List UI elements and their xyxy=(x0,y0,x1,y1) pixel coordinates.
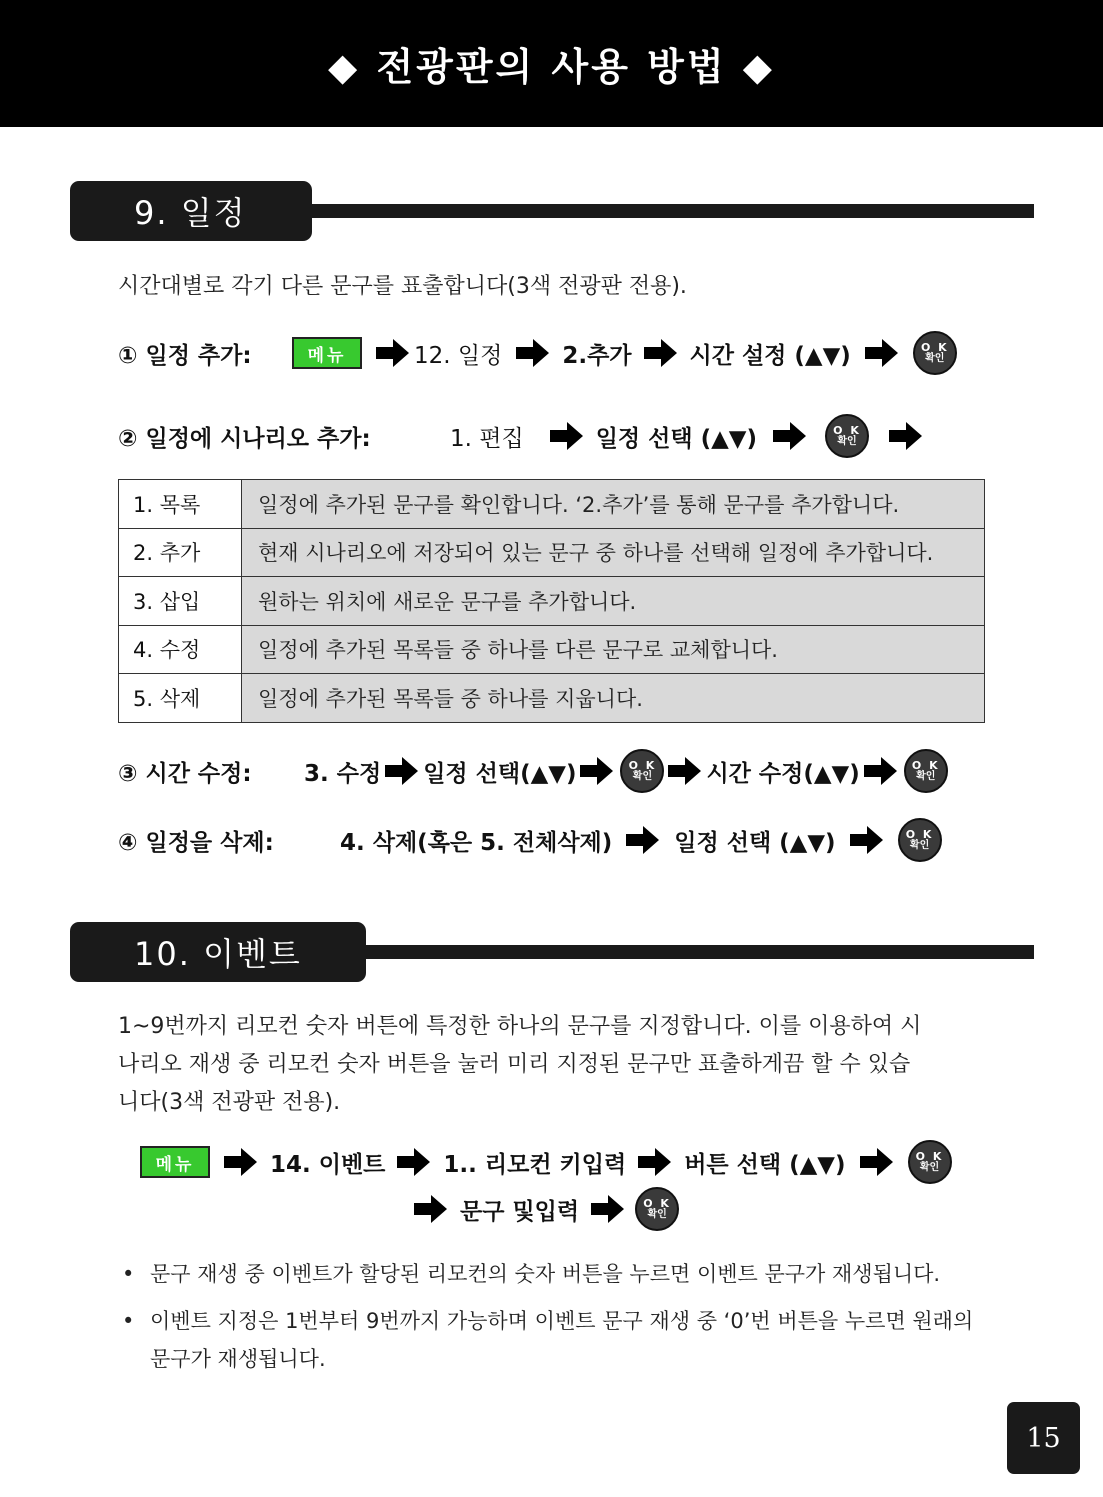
arrow-right-icon xyxy=(850,825,884,855)
menu-button: 메뉴 xyxy=(140,1146,210,1178)
step-1-menu-item: 12. 일정 xyxy=(414,342,503,369)
section-9-intro: 시간대별로 각기 다른 문구를 표출합니다(3색 전광판 전용). xyxy=(118,274,687,299)
page-header-title: ◆ 전광판의 사용 방법 ◆ xyxy=(327,45,776,89)
arrow-right-icon xyxy=(550,421,584,451)
arrow-right-icon xyxy=(644,338,678,368)
step-4-row xyxy=(118,817,942,863)
arrow-right-icon xyxy=(397,1147,431,1177)
ok-confirm-button-icon: O K 확인 xyxy=(913,331,957,375)
arrow-right-icon xyxy=(860,1147,894,1177)
section-9-rule xyxy=(312,204,1034,218)
table-row xyxy=(119,674,985,723)
bullet-line: 이벤트 지정은 1번부터 9번까지 가능하며 이벤트 문구 재생 중 ‘0’번 버튼을 누르면 원래의 xyxy=(150,1309,974,1333)
option-desc: 일정에 추가된 목록들 중 하나를 다른 문구로 교체합니다. xyxy=(242,625,985,674)
step-2-label: ② 일정에 시나리오 추가: xyxy=(118,425,371,452)
event-phrase-input: 문구 및입력 xyxy=(460,1198,580,1225)
arrow-right-icon xyxy=(864,756,898,786)
option-desc: 원하는 위치에 새로운 문구를 추가합니다. xyxy=(242,577,985,626)
option-key: 5. 삭제 xyxy=(119,674,242,723)
arrow-right-icon xyxy=(591,1194,625,1224)
table-row xyxy=(119,625,985,674)
arrow-right-icon xyxy=(865,338,899,368)
bullet-item xyxy=(122,1255,992,1293)
step-4-label: ④ 일정을 삭제: xyxy=(118,829,274,856)
arrow-right-icon xyxy=(224,1147,258,1177)
intro-line: 1~9번까지 리모컨 숫자 버튼에 특정한 하나의 문구를 지정합니다. 이를 이용하여 시 xyxy=(118,1014,922,1039)
arrow-right-icon xyxy=(773,421,807,451)
bullet-item xyxy=(122,1302,992,1378)
event-button-select: 버튼 선택 (▲▼) xyxy=(684,1151,846,1178)
arrow-right-icon xyxy=(638,1147,672,1177)
section-9-title: 9. 일정 xyxy=(70,181,312,241)
ok-confirm-button-icon: O K 확인 xyxy=(635,1187,679,1231)
option-desc: 현재 시나리오에 저장되어 있는 문구 중 하나를 선택해 일정에 추가합니다. xyxy=(242,528,985,577)
table-row xyxy=(119,480,985,529)
event-menu-item: 14. 이벤트 xyxy=(270,1151,386,1178)
option-key: 4. 수정 xyxy=(119,625,242,674)
step-3-edit: 3. 수정 xyxy=(304,760,382,787)
intro-line: 니다(3색 전광판 전용). xyxy=(118,1090,341,1115)
section-10-rule xyxy=(366,945,1034,959)
step-3-select-schedule: 일정 선택(▲▼) xyxy=(423,760,577,787)
ok-confirm-button-icon: O K 확인 xyxy=(825,414,869,458)
arrow-right-icon xyxy=(414,1194,448,1224)
bullet-line: 문구가 재생됩니다. xyxy=(150,1347,326,1371)
section-10-title: 10. 이벤트 xyxy=(70,922,366,982)
step-2-select-schedule: 일정 선택 (▲▼) xyxy=(595,425,757,452)
step-1-add-item: 2.추가 xyxy=(562,342,632,369)
step-1-row xyxy=(118,330,957,376)
option-key: 1. 목록 xyxy=(119,480,242,529)
option-desc: 일정에 추가된 문구를 확인합니다. ‘2.추가’를 통해 문구를 추가합니다. xyxy=(242,480,985,529)
intro-line: 나리오 재생 중 리모컨 숫자 버튼을 눌러 미리 지정된 문구만 표출하게끔 할 수 있습 xyxy=(118,1052,911,1077)
step-3-row xyxy=(118,748,948,794)
page-number: 15 xyxy=(1007,1402,1080,1474)
arrow-right-icon xyxy=(376,338,410,368)
page-header-banner xyxy=(0,0,1103,127)
step-1-time-setting: 시간 설정 (▲▼) xyxy=(689,342,851,369)
menu-button: 메뉴 xyxy=(292,337,362,369)
ok-confirm-button-icon: O K 확인 xyxy=(898,818,942,862)
ok-confirm-button-icon: O K 확인 xyxy=(620,749,664,793)
step-2-row xyxy=(118,413,923,459)
arrow-right-icon xyxy=(889,421,923,451)
table-row xyxy=(119,577,985,626)
arrow-right-icon xyxy=(626,825,660,855)
step-4-select-schedule: 일정 선택 (▲▼) xyxy=(674,829,836,856)
ok-confirm-button-icon: O K 확인 xyxy=(908,1140,952,1184)
step-1-label: ① 일정 추가: xyxy=(118,342,252,369)
arrow-right-icon xyxy=(580,756,614,786)
option-desc: 일정에 추가된 목록들 중 하나를 지웁니다. xyxy=(242,674,985,723)
event-flow-row-1 xyxy=(140,1139,952,1185)
schedule-options-table xyxy=(118,479,985,723)
event-flow-row-2 xyxy=(414,1186,679,1232)
arrow-right-icon xyxy=(385,756,419,786)
bullet-line: 문구 재생 중 이벤트가 할당된 리모컨의 숫자 버튼을 누르면 이벤트 문구가 재생됩니다. xyxy=(150,1262,941,1286)
step-3-label: ③ 시간 수정: xyxy=(118,760,252,787)
table-row xyxy=(119,528,985,577)
option-key: 3. 삽입 xyxy=(119,577,242,626)
bullet-dot-icon: • xyxy=(122,1309,135,1333)
arrow-right-icon xyxy=(516,338,550,368)
ok-confirm-button-icon: O K 확인 xyxy=(904,749,948,793)
step-4-delete: 4. 삭제(혹은 5. 전체삭제) xyxy=(340,829,613,856)
step-3-time-edit: 시간 수정(▲▼) xyxy=(706,760,860,787)
section-10-intro xyxy=(118,1008,988,1122)
arrow-right-icon xyxy=(668,756,702,786)
step-2-edit: 1. 편집 xyxy=(450,425,524,452)
event-remote-key-input: 1.. 리모컨 키입력 xyxy=(443,1151,627,1178)
bullet-dot-icon: • xyxy=(122,1262,135,1286)
option-key: 2. 추가 xyxy=(119,528,242,577)
